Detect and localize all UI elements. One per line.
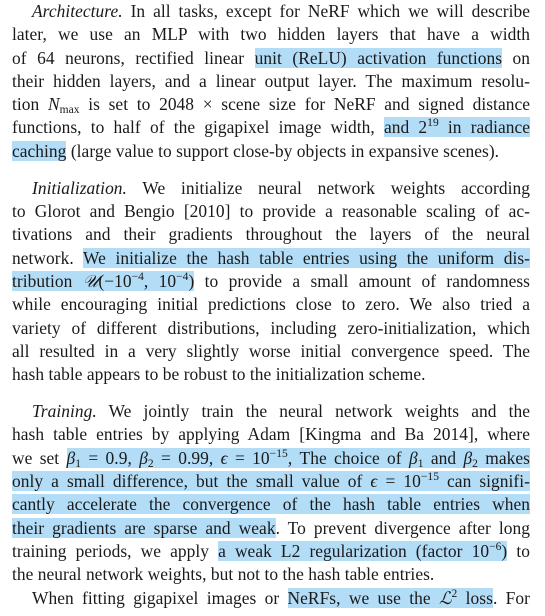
highlight: cantly accelerate the convergence of the hash table entries when (12, 494, 530, 515)
text-line (12, 340, 530, 363)
text-span: we set (12, 447, 67, 468)
text-span: hash table entries by applying Adam [Kingma and Ba 2014], where (12, 424, 530, 445)
math-superscript: 19 (427, 117, 439, 130)
text-line (12, 223, 530, 246)
paper-text (12, 0, 530, 610)
math-superscript: −15 (420, 471, 439, 484)
text-span: = 10 (227, 447, 270, 468)
text-line (12, 517, 530, 540)
highlight: their gradients are sparse and weak (12, 517, 276, 538)
text-span: and (423, 447, 464, 468)
text-span: a weak L2 regularization (factor 10 (218, 540, 490, 561)
highlight (288, 588, 493, 608)
paragraph-initialization (12, 177, 530, 387)
math-superscript: −4 (131, 270, 144, 283)
text-line (12, 363, 530, 386)
text-span: , The choice of (287, 447, 409, 468)
text-span: all resulted in a very slightly worse initial convergence speed. The (12, 340, 530, 361)
highlight (12, 471, 530, 491)
text-span: later, we use an MLP with two hidden layers that have a width (12, 24, 530, 45)
text-span: hash table appears to be robust to the initialization scheme. (12, 364, 426, 385)
math-symbol: 𝒰 (82, 271, 99, 292)
math-symbol: ℒ (438, 588, 452, 609)
math-superscript: −15 (269, 447, 288, 460)
text-line (12, 70, 530, 93)
text-line (12, 23, 530, 46)
highlight: unit (ReLU) activation functions (254, 47, 503, 68)
math-symbol: ϵ (370, 471, 378, 492)
paragraph-training (12, 400, 530, 610)
paragraph-heading: Training. (32, 401, 97, 422)
text-span: tion (12, 94, 48, 115)
text-span: to (507, 540, 530, 561)
text-line (12, 447, 530, 470)
text-span: to Glorot and Bengio [2010] to provide a reasonable scaling of ac- (12, 201, 530, 222)
text-line (12, 140, 530, 163)
text-span: loss (457, 587, 493, 608)
text-span: = 10 (377, 471, 421, 492)
text-span: . For (492, 587, 530, 608)
text-span: NeRFs, we use the (287, 587, 439, 608)
math-symbol: β (66, 447, 76, 468)
math-superscript: −6 (489, 540, 502, 553)
math-symbol: β (408, 447, 418, 468)
text-span: makes (477, 447, 530, 468)
math-symbol: ϵ (220, 447, 228, 468)
text-line (12, 116, 530, 139)
text-line (12, 317, 530, 340)
math-superscript: 2 (451, 587, 458, 600)
paragraph-heading: Architecture. (32, 1, 123, 21)
text-line (12, 563, 530, 586)
highlight (218, 541, 507, 561)
text-span: ) (188, 270, 195, 291)
text-span: network. (12, 247, 84, 268)
text-span: In all tasks, except for NeRF which we will describe (130, 1, 531, 21)
text-span: When fitting gigapixel images or (32, 587, 288, 608)
paragraph-heading: Initialization. (32, 177, 127, 198)
math-subscript: 2 (147, 457, 154, 470)
text-span: is set to 2048 × scene size for NeRF and signed distance (79, 94, 530, 115)
math-symbol: N (47, 94, 60, 115)
text-span: We initialize neural network weights according (142, 177, 530, 198)
text-span: their hidden layers, and a linear output layer. The maximum resolu- (12, 70, 530, 91)
text-span: on (502, 47, 531, 68)
text-span: (large value to support close-by objects in expansive scenes). (66, 140, 500, 161)
text-line (12, 470, 530, 493)
text-span: to provide a small amount of randomness (194, 270, 530, 291)
text-span: can signifi- (439, 471, 530, 492)
math-symbol: β (463, 447, 473, 468)
text-span: tivations and their gradients throughout the layers of the neural (12, 224, 530, 245)
text-span: training periods, we apply (12, 540, 219, 561)
text-span: variety of different distributions, including zero-initialization, which (12, 317, 530, 338)
text-line (12, 540, 530, 563)
highlight (384, 117, 530, 137)
math-subscript: 1 (417, 457, 424, 470)
text-span: of 64 neurons, rectified linear (12, 47, 255, 68)
text-span: , 10 (143, 270, 177, 291)
math-subscript: max (59, 104, 80, 117)
text-span: tribution (12, 270, 83, 291)
text-span: only a small difference, but the small value of (12, 471, 371, 492)
math-subscript: 2 (472, 457, 478, 470)
math-subscript: 1 (75, 457, 82, 470)
text-span: = 0.9, (81, 447, 140, 468)
text-line (12, 247, 530, 270)
text-span: . To prevent divergence after long (275, 517, 530, 538)
text-span: functions, to half of the gigapixel image width, (12, 117, 384, 138)
text-line (12, 0, 530, 23)
text-span: ) (501, 540, 508, 561)
highlight: We initialize the hash table entries using the uniform dis- (83, 247, 530, 268)
text-line (12, 270, 530, 293)
text-line (12, 200, 530, 223)
text-line (12, 493, 530, 516)
text-line (12, 400, 530, 423)
highlight (12, 271, 194, 291)
math-symbol: β (139, 447, 148, 468)
highlight (67, 448, 530, 468)
math-superscript: −4 (176, 270, 189, 283)
paragraph-gap (12, 386, 530, 400)
text-line (12, 293, 530, 316)
text-span: = 0.99, (153, 447, 221, 468)
text-span: the neural network weights, but not to the hash table entries. (12, 564, 435, 585)
text-line (12, 587, 530, 610)
text-line (12, 423, 530, 446)
text-span: We jointly train the neural network weights and the (108, 401, 530, 422)
text-line (12, 93, 530, 116)
text-line (12, 47, 530, 70)
text-span: and 2 (383, 117, 428, 138)
paragraph-gap (12, 163, 530, 177)
text-span: while encouraging initial predictions close to zero. We also tried a (12, 294, 530, 315)
text-line (12, 177, 530, 200)
paragraph-architecture (12, 0, 530, 163)
text-span: in radiance (438, 117, 531, 138)
text-span: (−10 (98, 270, 132, 291)
highlight: caching (12, 140, 67, 161)
